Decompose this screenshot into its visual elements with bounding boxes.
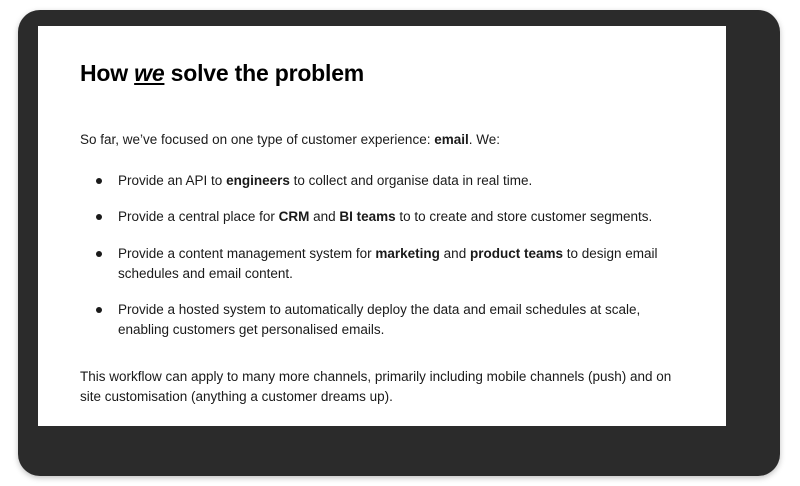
list-item-bold-1: marketing <box>375 245 440 261</box>
list-item <box>80 244 684 285</box>
page-title <box>80 60 684 88</box>
intro-text-1: So far, we’ve focused on one type of customer experience: <box>80 131 435 147</box>
list-item-text-1: Provide a content management system for <box>118 245 376 261</box>
list-item-bold-2: BI teams <box>339 209 396 225</box>
presentation-slide <box>38 26 726 426</box>
list-item-bold-1: CRM <box>278 209 310 225</box>
page-title-emphasis: we <box>134 60 165 86</box>
list-item <box>80 207 684 227</box>
list-item-text-2: and <box>309 209 340 225</box>
list-item-text-1: Provide a hosted system to automatically deploy the data and email schedules at scale, enabling customers get personalised emails. <box>118 302 641 338</box>
list-item-text-1: Provide an API to <box>118 173 227 189</box>
intro-bold-email: email <box>434 131 469 147</box>
list-item-text-2: and <box>439 245 470 261</box>
page-title-prefix: How <box>80 60 135 86</box>
bullet-list <box>80 171 684 341</box>
list-item-text-1: Provide a central place for <box>118 209 279 225</box>
list-item-text-3: to design email schedules and email content. <box>118 245 658 281</box>
outro-paragraph: This workflow can apply to many more channels, primarily including mobile channels (push) and on site customisation (anything a customer dreams up). <box>80 368 672 404</box>
list-item-text-3: to to create and store customer segments. <box>395 209 653 225</box>
bullet-dot-icon <box>96 251 102 257</box>
intro-paragraph <box>80 130 684 150</box>
list-item-bold-1: engineers <box>226 173 290 189</box>
bullet-dot-icon <box>96 307 102 313</box>
list-item <box>80 171 684 191</box>
intro-text-2: . We: <box>468 131 501 147</box>
list-item-bold-2: product teams <box>469 245 563 261</box>
bullet-dot-icon <box>96 214 102 220</box>
list-item-text-2: to collect and organise data in real time. <box>289 173 533 189</box>
bullet-dot-icon <box>96 178 102 184</box>
list-item <box>80 300 684 341</box>
page-title-suffix: solve the problem <box>164 60 365 86</box>
